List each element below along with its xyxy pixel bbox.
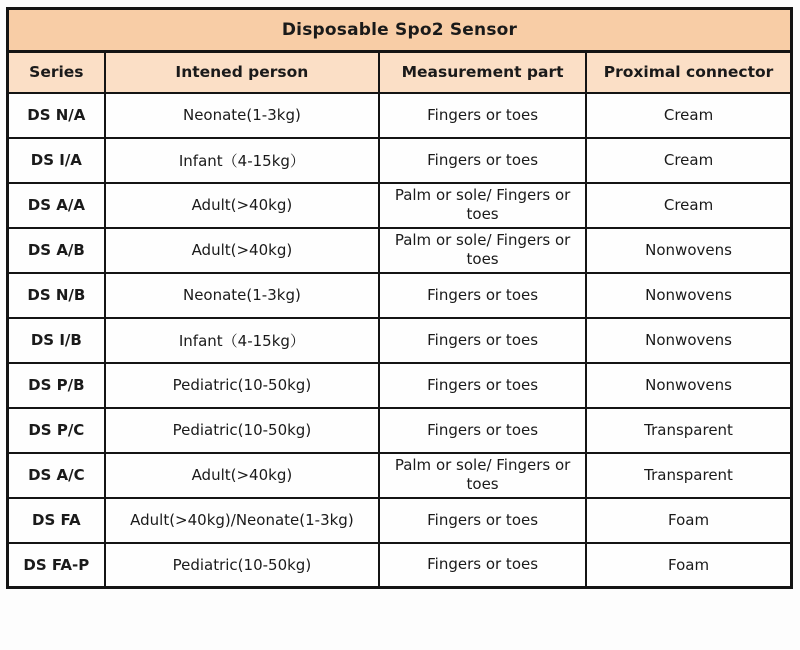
person-cell: Neonate(1-3kg) [105, 273, 379, 318]
part-cell: Palm or sole/ Fingers or toes [379, 228, 586, 273]
connector-cell: Nonwovens [586, 363, 791, 408]
person-cell: Infant（4-15kg） [105, 138, 379, 183]
series-cell: DS I/A [8, 138, 105, 183]
part-cell: Fingers or toes [379, 318, 586, 363]
table-row [8, 543, 792, 588]
connector-cell: Transparent [586, 453, 791, 498]
person-cell: Pediatric(10-50kg) [105, 408, 379, 453]
table-header-row [8, 52, 792, 93]
connector-cell: Nonwovens [586, 318, 791, 363]
part-cell: Fingers or toes [379, 363, 586, 408]
spo2-sensor-spec-table [6, 7, 793, 589]
person-cell: Adult(>40kg) [105, 183, 379, 228]
table-row [8, 318, 792, 363]
person-cell: Pediatric(10-50kg) [105, 543, 379, 588]
part-cell: Palm or sole/ Fingers or toes [379, 183, 586, 228]
connector-cell: Foam [586, 498, 791, 543]
connector-cell: Transparent [586, 408, 791, 453]
table-title: Disposable Spo2 Sensor [8, 9, 792, 52]
table-row [8, 498, 792, 543]
series-cell: DS I/B [8, 318, 105, 363]
person-cell: Adult(>40kg)/Neonate(1-3kg) [105, 498, 379, 543]
connector-cell: Cream [586, 93, 791, 138]
col-header-series: Series [8, 52, 105, 93]
series-cell: DS N/A [8, 93, 105, 138]
part-cell: Fingers or toes [379, 408, 586, 453]
series-cell: DS FA-P [8, 543, 105, 588]
table-row [8, 453, 792, 498]
table-row [8, 363, 792, 408]
col-header-intened-person: Intened person [105, 52, 379, 93]
series-cell: DS FA [8, 498, 105, 543]
col-header-proximal-connector: Proximal connector [586, 52, 791, 93]
connector-cell: Nonwovens [586, 228, 791, 273]
col-header-measurement-part: Measurement part [379, 52, 586, 93]
table-row [8, 138, 792, 183]
table-row [8, 273, 792, 318]
connector-cell: Nonwovens [586, 273, 791, 318]
series-cell: DS P/B [8, 363, 105, 408]
series-cell: DS A/C [8, 453, 105, 498]
part-cell: Fingers or toes [379, 93, 586, 138]
person-cell: Infant（4-15kg） [105, 318, 379, 363]
table-row [8, 408, 792, 453]
table-row [8, 183, 792, 228]
table-row [8, 228, 792, 273]
series-cell: DS A/B [8, 228, 105, 273]
part-cell: Fingers or toes [379, 273, 586, 318]
part-cell: Fingers or toes [379, 498, 586, 543]
series-cell: DS A/A [8, 183, 105, 228]
person-cell: Neonate(1-3kg) [105, 93, 379, 138]
person-cell: Adult(>40kg) [105, 228, 379, 273]
connector-cell: Foam [586, 543, 791, 588]
table-row [8, 93, 792, 138]
series-cell: DS N/B [8, 273, 105, 318]
part-cell: Palm or sole/ Fingers or toes [379, 453, 586, 498]
person-cell: Adult(>40kg) [105, 453, 379, 498]
connector-cell: Cream [586, 183, 791, 228]
table-title-row [8, 9, 792, 52]
part-cell: Fingers or toes [379, 543, 586, 588]
part-cell: Fingers or toes [379, 138, 586, 183]
series-cell: DS P/C [8, 408, 105, 453]
connector-cell: Cream [586, 138, 791, 183]
person-cell: Pediatric(10-50kg) [105, 363, 379, 408]
